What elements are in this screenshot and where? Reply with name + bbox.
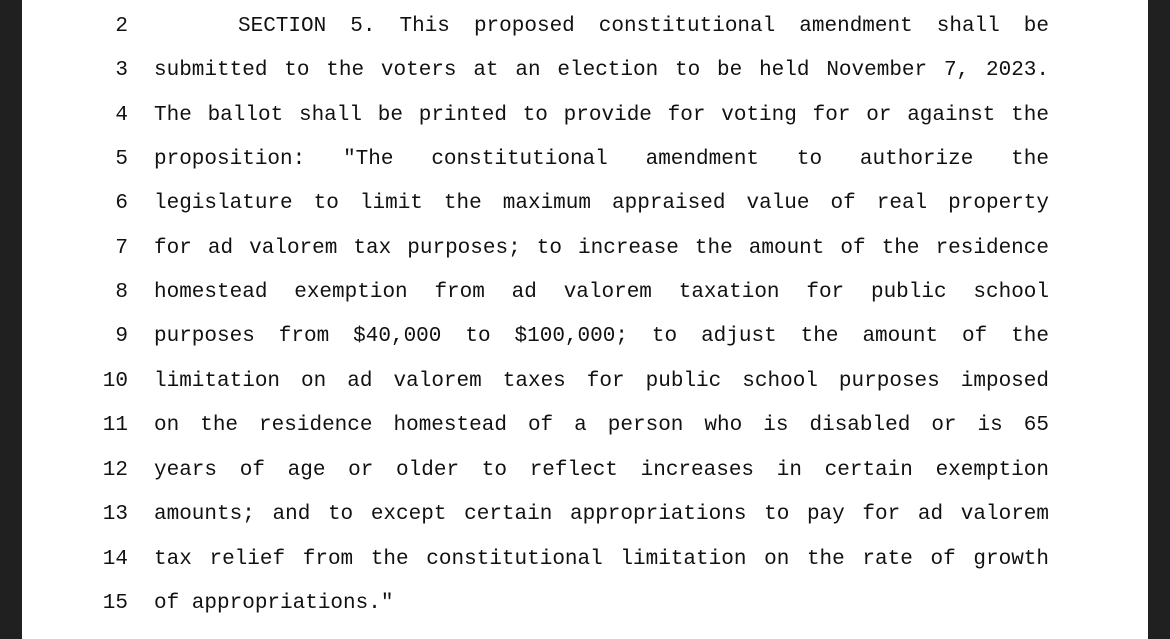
line-text: for ad valorem tax purposes; to increase the amount of the residence (154, 237, 1049, 260)
document-line (22, 589, 1148, 619)
line-text: limitation on ad valorem taxes for public school purposes imposed (154, 370, 1049, 393)
line-number: 5 (115, 148, 128, 171)
line-text: homestead exemption from ad valorem taxation for public school (154, 281, 1049, 304)
line-number: 14 (102, 548, 128, 571)
line-text: years of age or older to reflect increases in certain exemption (154, 459, 1049, 482)
document-line (22, 367, 1148, 397)
line-text: submitted to the voters at an election to be held November 7, 2023. (154, 59, 1049, 82)
line-number: 7 (115, 237, 128, 260)
line-text: purposes from $40,000 to $100,000; to adjust the amount of the (154, 325, 1049, 348)
line-number: 12 (102, 459, 128, 482)
line-text: legislature to limit the maximum appraised value of real property (154, 192, 1049, 215)
line-number: 8 (115, 281, 128, 304)
line-number: 3 (115, 59, 128, 82)
document-line (22, 278, 1148, 308)
line-text: SECTION 5. This proposed constitutional amendment shall be (238, 15, 1049, 38)
document-line (22, 234, 1148, 264)
line-number: 15 (102, 592, 128, 615)
line-text: on the residence homestead of a person who is disabled or is 65 (154, 414, 1049, 437)
line-number: 11 (102, 414, 128, 437)
document-line (22, 101, 1148, 131)
line-number: 9 (115, 325, 128, 348)
line-number: 13 (102, 503, 128, 526)
line-number: 6 (115, 192, 128, 215)
line-text: of appropriations." (154, 592, 394, 615)
document-line (22, 56, 1148, 86)
line-number: 4 (115, 104, 128, 127)
line-text: proposition: "The constitutional amendment to authorize the (154, 148, 1049, 171)
line-number: 2 (115, 15, 128, 38)
document-line (22, 12, 1148, 42)
line-number: 10 (102, 370, 128, 393)
document-line (22, 189, 1148, 219)
line-text: tax relief from the constitutional limitation on the rate of growth (154, 548, 1049, 571)
document-line (22, 545, 1148, 575)
document-line (22, 322, 1148, 352)
document-line (22, 456, 1148, 486)
line-text: amounts; and to except certain appropriations to pay for ad valorem (154, 503, 1049, 526)
line-text: The ballot shall be printed to provide for voting for or against the (154, 104, 1049, 127)
document-line (22, 500, 1148, 530)
document-page (22, 0, 1148, 639)
document-line (22, 145, 1148, 175)
document-line (22, 411, 1148, 441)
